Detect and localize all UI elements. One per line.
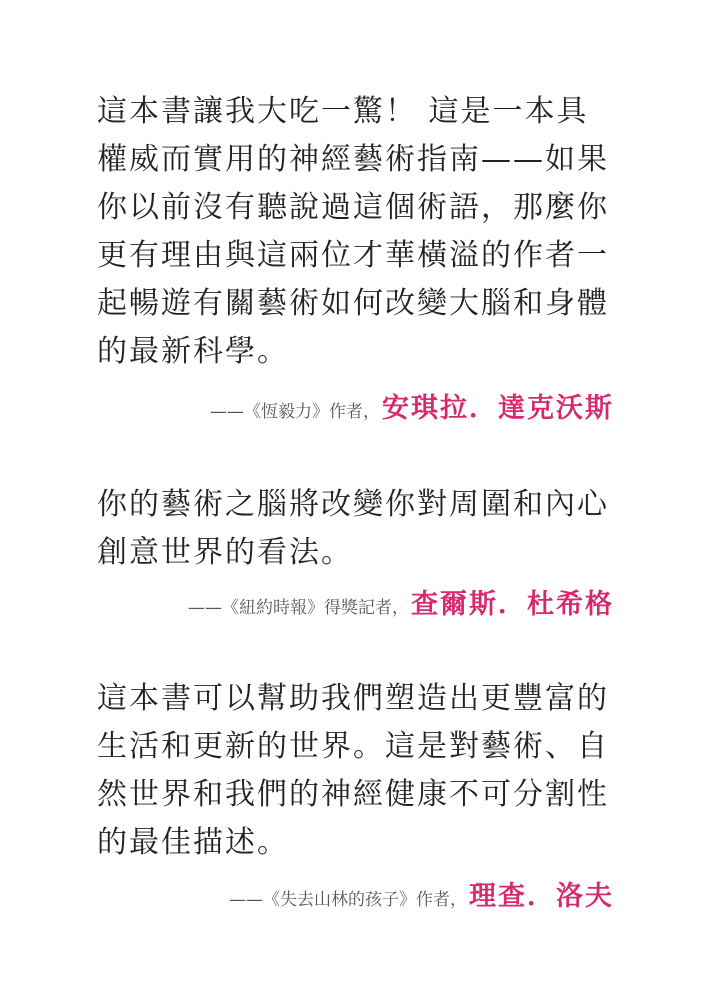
endorsement-quote: 你的藝術之腦將改變你對周圍和內心 創意世界的看法。 bbox=[97, 487, 609, 570]
endorsement-attribution bbox=[229, 874, 614, 913]
attribution-author: 理查．洛夫 bbox=[469, 881, 614, 912]
attribution-credit: ——《失去山林的孩子》作者， bbox=[229, 890, 467, 910]
attribution-credit: ——《紐約時報》得獎記者， bbox=[188, 598, 409, 618]
attribution-author: 查爾斯．杜希格 bbox=[411, 589, 614, 620]
attribution-author: 安琪拉．達克沃斯 bbox=[382, 393, 614, 424]
endorsement-attribution bbox=[188, 582, 614, 621]
attribution-credit: ——《恆毅力》作者， bbox=[210, 402, 380, 422]
endorsement-attribution bbox=[210, 386, 614, 425]
endorsement-quote: 這本書讓我大吃一驚！ 這是一本具 權威而實用的神經藝術指南——如果 你以前沒有聽說過這個術語，那麼你 更有理由與這兩位才華橫溢的作者一 起暢遊有關藝術如何改變大腦和身體 的最新科學。 bbox=[97, 94, 609, 369]
endorsement-quote: 這本書可以幫助我們塑造出更豐富的 生活和更新的世界。這是對藝術、自 然世界和我們的神經健康不可分割性 的最佳描述。 bbox=[97, 681, 609, 860]
